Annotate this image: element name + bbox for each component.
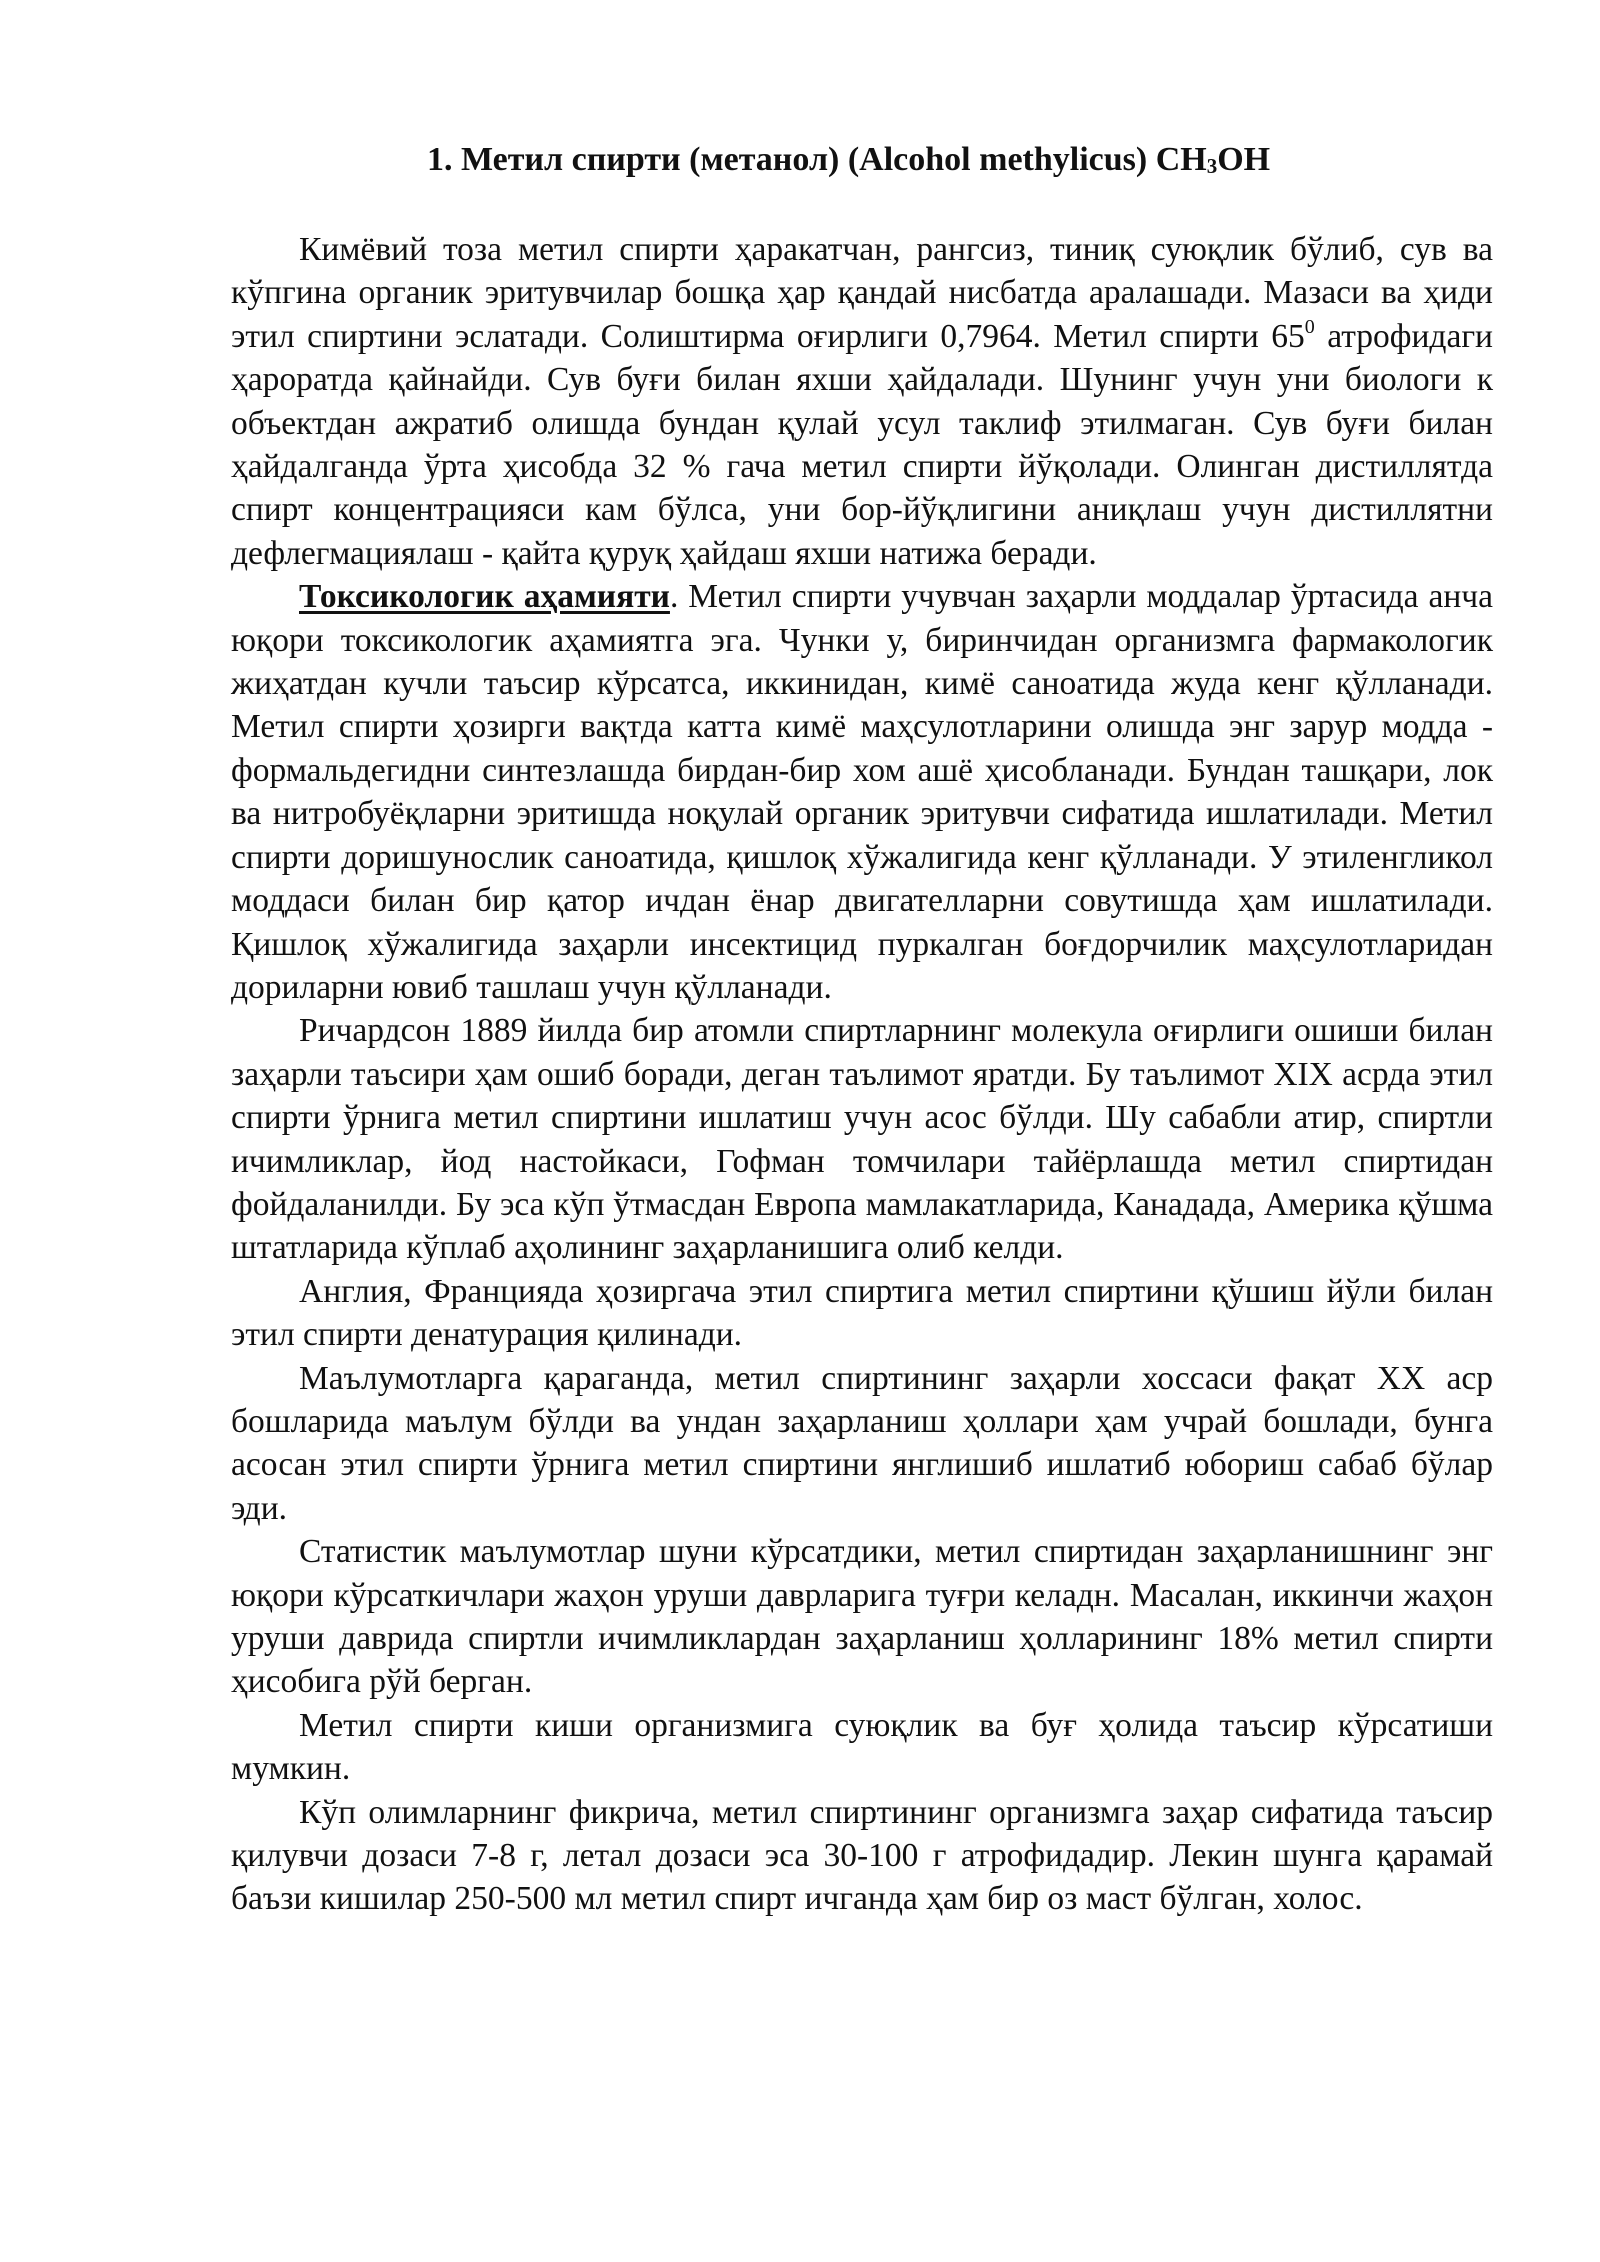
paragraph-richardson: Ричардсон 1889 йилда бир атомли спиртларнинг молекула оғирлиги ошиши билан заҳарли таъсири ҳам ошиб боради, деган таълимот яратди. Бу таълимот XIX асрда этил спирти ўрнига метил спиртини ишлатиш учун асос бўлди. Шу сабабли атир, спиртли ичимликлар, йод настойкаси, Гофман томчилари тайёрлашда метил спиртидан фойдаланилди. Бу эса кўп ўтмасдан Европа мамлакатларида, Канадада, Америка қўшма штатларида кўплаб аҳолининг заҳарланишига олиб келди. (231, 1012, 1493, 1267)
document-page (231, 138, 1493, 1921)
paragraph-2-text: . Метил спирти учувчан заҳарли моддалар ўртасида анча юқори токсикологик аҳамиятга эга. Чунки у, биринчидан организмга фармакологик жиҳатдан кучли таъсир кўрсатса, иккинидан, кимё саноатида жуда кенг қўлланади. Метил спирти ҳозирги вақтда катта кимё маҳсулотларини олишда энг зарур модда - формальдегидни синтезлашда бирдан-бир хом ашё ҳисобланади. Бундан ташқари, лок ва нитробуёқларни эритишда ноқулай органик эритувчи сифатида ишлатилади. Метил спирти доришунослик саноатида, қишлоқ хўжалигида кенг қўлланади. У этиленгликол моддаси билан бир қатор ичдан ёнар двигателларни совутишда ҳам ишлатилади. Қишлоқ хўжалигида заҳарли инсектицид пуркалган боғдорчилик маҳсулотларидан дориларни ювиб ташлаш учун қўлланади. (231, 578, 1493, 1006)
title-main: 1. Метил спирти (метанол) (Alcohol methylicus) CH (427, 141, 1207, 178)
paragraph-statistics: Статистик маълумотлар шуни кўрсатдики, метил спиртидан заҳарланишнинг энг юқори кўрсаткичлари жаҳон уруши даврларига туғри келадн. Масалан, иккинчи жаҳон уруши даврида спиртли ичимликлардан заҳарланиш ҳолларининг 18% метил спирти ҳисобига рўй берган. (231, 1533, 1493, 1701)
paragraph-toxicology (231, 575, 1493, 1009)
paragraph-1-part-a: Кимёвий тоза метил спирти ҳаракатчан, рангсиз, тиниқ суюқлик бўлиб, сув ва кўпгина органик эритувчилар бошқа ҳар қандай нисбатда аралашади. Мазаси ва ҳиди этил спиртини эслатади. Солиштирма оғирлиги 0,7964. Метил спирти 65 (231, 231, 1493, 355)
paragraph-history: Маълумотларга қараганда, метил спиртининг заҳарли хоссаси фақат XX аср бошларида маълум бўлди ва ундан заҳарланиш ҳоллари ҳам учрай бошлади, бунга асосан этил спирти ўрнига метил спиртини янглишиб ишлатиб юбориш сабаб бўлар эди. (231, 1359, 1493, 1527)
document-title (231, 138, 1493, 182)
paragraph-exposure: Метил спирти киши организмига суюқлик ва буғ ҳолида таъсир кўрсатиши мумкин. (231, 1706, 1493, 1788)
paragraph-properties (231, 228, 1493, 575)
paragraph-denaturation: Англия, Францияда ҳозиргача этил спиртига метил спиртини қўшиш йўли билан этил спирти денатурация қилинади. (231, 1272, 1493, 1354)
toxicology-term: Токсикологик аҳамияти (299, 578, 670, 616)
paragraph-dosage: Кўп олимларнинг фикрича, метил спиртининг организмга заҳар сифатида таъсир қилувчи дозаси 7-8 г, летал дозаси эса 30-100 г атрофидадир. Лекин шунга қарамай баъзи кишилар 250-500 мл метил спирт ичганда ҳам бир оз маст бўлган, холос. (231, 1793, 1493, 1918)
paragraph-1-part-b: атрофидаги ҳароратда қайнайди. Сув буғи билан яхши ҳайдалади. Шунинг учун уни биологи к объектдан ажратиб олишда бундан қулай усул таклиф этилмаган. Сув буғи билан ҳайдалганда ўрта ҳисобда 32 % гача метил спирти йўқолади. Олинган дистиллятда спирт концентрацияси кам бўлса, уни бор-йўқлигини аниқлаш учун дистиллятни дефлегмациялаш - қайта қуруқ ҳайдаш яхши натижа беради. (231, 317, 1493, 572)
degree-superscript: 0 (1304, 315, 1315, 338)
title-subscript: 3 (1206, 154, 1218, 178)
title-tail: OH (1217, 141, 1271, 178)
